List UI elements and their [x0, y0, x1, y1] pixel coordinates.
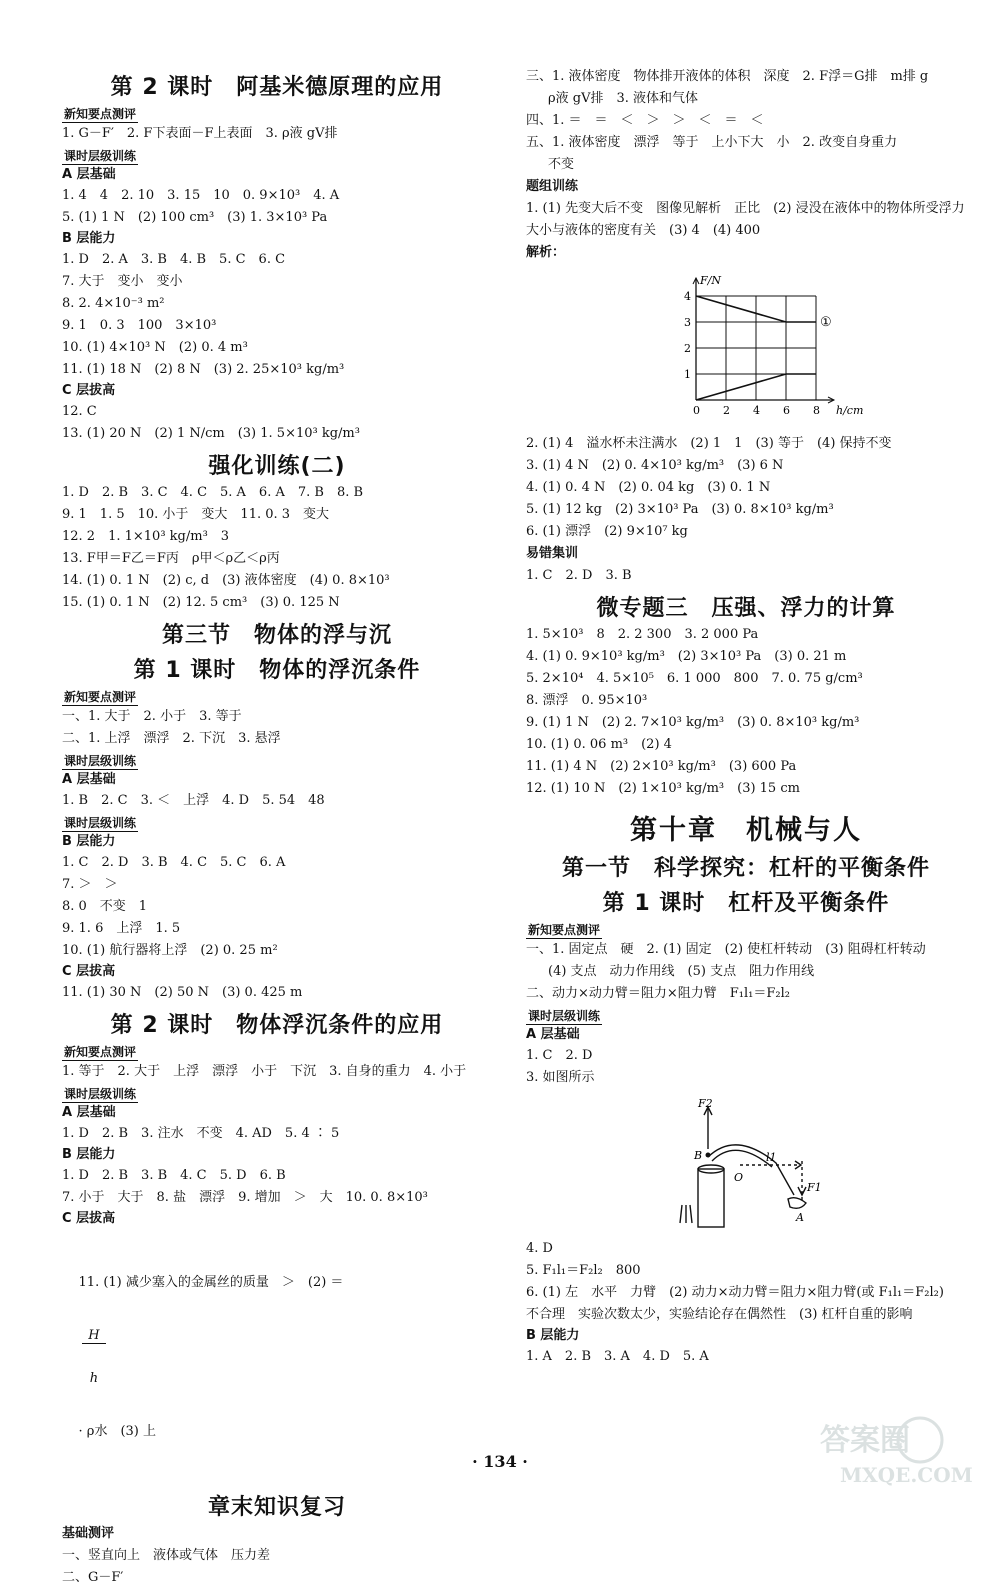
answer-line: 13. F甲＝F乙＝F丙 ρ甲＜ρ乙＜ρ丙 [62, 551, 280, 566]
answer-line: 1. G－F′ 2. F下表面－F上表面 3. ρ液 gV排 [62, 126, 338, 141]
lesson-title: 第 1 课时 杠杆及平衡条件 [602, 891, 890, 916]
diagram-label: A [796, 1211, 804, 1224]
answer-line: 二、动力×动力臂＝阻力×阻力臂 F₁l₁＝F₂l₂ [526, 986, 790, 1001]
section-title: 强化训练(二) [208, 454, 346, 479]
tag-label: 课时层级训练 [64, 149, 137, 163]
answer-line: 5. 2×10⁴ 4. 5×10⁵ 6. 1 000 800 7. 0. 75 g/cm³ [526, 671, 863, 686]
level-label: C 层拔高 [62, 383, 116, 398]
answer-line: 1. C 2. D [526, 1048, 593, 1063]
right-column [526, 66, 966, 1368]
level-label: B 层能力 [526, 1328, 580, 1343]
tag-label: 课时层级训练 [64, 816, 137, 830]
lever-diagram [676, 1095, 856, 1230]
diagram-label: l1 [766, 1151, 777, 1164]
lesson-title: 第 1 课时 物体的浮沉条件 [133, 658, 421, 683]
answer-line: 三、1. 液体密度 物体排开液体的体积 深度 2. F浮＝G排 m排 g [526, 69, 929, 84]
x-axis-label: h/cm [836, 404, 864, 417]
pivot-point [706, 1153, 711, 1158]
chapter-title: 第十章 机械与人 [630, 815, 862, 846]
y-tick-label: 1 [684, 368, 691, 381]
watermark-logo [800, 1410, 990, 1490]
answer-line-fraction [62, 1229, 492, 1486]
answer-line: 一、1. 固定点 硬 2. (1) 固定 (2) 使杠杆转动 (3) 阻碍杠杆转动 [526, 942, 926, 957]
answer-line: 1. A 2. B 3. A 4. D 5. A [526, 1349, 709, 1364]
answer-line: 6. (1) 左 水平 力臂 (2) 动力×动力臂＝阻力×阻力臂(或 F₁l₁＝F₂l₂) 不合理 实验次数太少，实验结论存在偶然性 (3) 杠杆自重的影响 [526, 1285, 957, 1322]
answer-line: 1. D 2. B 3. 注水 不变 4. AD 5. 4 ∶ 5 [62, 1126, 340, 1141]
answer-line: 2. (1) 4 溢水杯未注满水 (2) 1 1 (3) 等于 (4) 保持不变 [526, 436, 892, 451]
tag-label: 新知要点测评 [528, 923, 601, 937]
answer-line: 1. 5×10³ 8 2. 2 300 3. 2 000 Pa [526, 627, 759, 642]
tag-label: 新知要点测评 [64, 107, 137, 121]
diagram-label: F2 [698, 1097, 713, 1110]
answer-line: 二、1. 上浮 漂浮 2. 下沉 3. 悬浮 [62, 731, 281, 746]
answer-line: 12. (1) 10 N (2) 1×10³ kg/m³ (3) 15 cm [526, 781, 800, 796]
lesson-title: 第 2 课时 物体浮沉条件的应用 [110, 1013, 444, 1038]
answer-line: 5. F₁l₁＝F₂l₂ 800 [526, 1263, 641, 1278]
answer-line: ρ液 gV排 3. 液体和气体 [548, 91, 699, 106]
subheading: 题组训练 [526, 179, 579, 194]
tag-label: 课时层级训练 [64, 1087, 137, 1101]
tag-label: 课时层级训练 [64, 754, 137, 768]
fraction [82, 1301, 107, 1414]
chart-axes [693, 278, 834, 403]
level-label: B 层能力 [62, 231, 116, 246]
answer-line: 6. (1) 漂浮 (2) 9×10⁷ kg [526, 524, 688, 539]
answer-line: 7. 大于 变小 变小 [62, 274, 183, 289]
level-label: A 层基础 [62, 772, 116, 787]
y-tick-label: 3 [684, 316, 691, 329]
tag-label: 课时层级训练 [528, 1009, 601, 1023]
level-label: A 层基础 [62, 167, 116, 182]
force-depth-chart [666, 270, 864, 425]
answer-line: 1. 4 4 2. 10 3. 15 10 0. 9×10³ 4. A [62, 188, 340, 203]
y-tick-label: 4 [684, 290, 691, 303]
level-label: B 层能力 [62, 1147, 116, 1162]
series-label: ① [820, 315, 832, 330]
answer-line: 8. 漂浮 0. 95×10³ [526, 693, 648, 708]
answer-line: 8. 2. 4×10⁻³ m² [62, 296, 165, 311]
svg-text:MXQE.COM: MXQE.COM [840, 1463, 973, 1487]
answer-line: 1. 等于 2. 大于 上浮 漂浮 小于 下沉 3. 自身的重力 4. 小于 [62, 1064, 467, 1079]
diagram-label: O [734, 1171, 744, 1184]
x-tick-label: 8 [813, 404, 820, 417]
answer-line: 4. (1) 0. 9×10³ kg/m³ (2) 3×10³ Pa (3) 0. 21 m [526, 649, 847, 664]
y-tick-label: 2 [684, 342, 691, 355]
answer-line: 1. C 2. D 3. B 4. C 5. C 6. A [62, 855, 286, 870]
answer-line: 1. (1) 先变大后不变 图像见解析 正比 (2) 浸没在液体中的物体所受浮力大小与液体的密度有关 (3) 4 (4) 400 [526, 201, 965, 238]
answer-line: 二、G－F′ [62, 1570, 124, 1585]
answer-line: 1. D 2. B 3. B 4. C 5. D 6. B [62, 1168, 286, 1183]
analysis-label: 解析： [526, 245, 566, 260]
section-title: 微专题三 压强、浮力的计算 [596, 596, 896, 621]
answer-line: 7. ＞ ＞ [62, 877, 118, 892]
answer-line: 10. (1) 航行器将上浮 (2) 0. 25 m² [62, 943, 278, 958]
x-tick-label: 4 [753, 404, 760, 417]
answer-line: 11. (1) 4 N (2) 2×10³ kg/m³ (3) 600 Pa [526, 759, 797, 774]
answer-line: 五、1. 液体密度 漂浮 等于 上小下大 小 2. 改变自身重力 [526, 135, 898, 150]
answer-line: (4) 支点 动力作用线 (5) 支点 阻力作用线 [548, 964, 815, 979]
x-tick-label: 6 [783, 404, 790, 417]
svg-text:答案圈: 答案圈 [820, 1423, 910, 1458]
fraction-denominator: h [89, 1371, 99, 1386]
answer-line: 7. 小于 大于 8. 盐 漂浮 9. 增加 ＞ 大 10. 0. 8×10³ [62, 1190, 428, 1205]
fraction-numerator: H [82, 1329, 107, 1344]
tag-label: 新知要点测评 [64, 1045, 137, 1059]
subheading: 基础测评 [62, 1526, 115, 1541]
answer-line: 10. (1) 4×10³ N (2) 0. 4 m³ [62, 340, 248, 355]
left-column [62, 66, 492, 1589]
level-label: C 层拔高 [62, 964, 116, 979]
answer-line: 13. (1) 20 N (2) 1 N/cm (3) 1. 5×10³ kg/m³ [62, 426, 360, 441]
section-title: 章末知识复习 [207, 1495, 346, 1520]
answer-text: 11. (1) 减少塞入的金属丝的质量 ＞ (2) ＝ [78, 1275, 344, 1290]
answer-line: 14. (1) 0. 1 N (2) c, d (3) 液体密度 (4) 0. 8×10³ [62, 573, 390, 588]
answer-line: 12. C [62, 404, 97, 419]
answer-line: 5. (1) 1 N (2) 100 cm³ (3) 1. 3×10³ Pa [62, 210, 328, 225]
answer-line: 四、1. ＝ ＝ ＜ ＞ ＞ ＜ ＝ ＜ [526, 113, 764, 128]
level-label: B 层能力 [62, 834, 116, 849]
diagram-label: F1 [807, 1181, 822, 1194]
answer-line: 8. 0 不变 1 [62, 899, 148, 914]
chart-grid [696, 296, 816, 400]
x-tick-label: 2 [723, 404, 730, 417]
answer-line: 15. (1) 0. 1 N (2) 12. 5 cm³ (3) 0. 125 N [62, 595, 340, 610]
answer-line: 1. B 2. C 3. ＜ 上浮 4. D 5. 54 48 [62, 793, 325, 808]
answer-line: 9. 1 0. 3 100 3×10³ [62, 318, 217, 333]
page-number: · 134 · [472, 1452, 528, 1471]
answer-line: 11. (1) 18 N (2) 8 N (3) 2. 25×10³ kg/m³ [62, 362, 345, 377]
answer-line: 9. 1. 6 上浮 1. 5 [62, 921, 181, 936]
section-title: 第三节 物体的浮与沉 [161, 623, 392, 648]
answer-line: 1. C 2. D 3. B [526, 568, 632, 583]
answer-line: 一、1. 大于 2. 小于 3. 等于 [62, 709, 242, 724]
tag-label: 新知要点测评 [64, 690, 137, 704]
answer-line: 3. (1) 4 N (2) 0. 4×10³ kg/m³ (3) 6 N [526, 458, 784, 473]
answer-line: 4. D [526, 1241, 553, 1256]
level-label: A 层基础 [62, 1105, 116, 1120]
diagram-label: B [694, 1149, 703, 1162]
section-title: 第一节 科学探究：杠杆的平衡条件 [561, 856, 930, 881]
hand-icon [788, 1198, 806, 1209]
pump-body [698, 1169, 724, 1227]
answer-line: 9. (1) 1 N (2) 2. 7×10³ kg/m³ (3) 0. 8×10³ kg/m³ [526, 715, 860, 730]
water-spout [680, 1205, 692, 1223]
x-tick-label: 0 [693, 404, 700, 417]
level-label: C 层拔高 [62, 1211, 116, 1226]
answer-line: 10. (1) 0. 06 m³ (2) 4 [526, 737, 672, 752]
answer-line: 3. 如图所示 [526, 1070, 595, 1085]
answer-line: 9. 1 1. 5 10. 小于 变大 11. 0. 3 变大 [62, 507, 330, 522]
answer-line: 12. 2 1. 1×10³ kg/m³ 3 [62, 529, 230, 544]
level-label: A 层基础 [526, 1027, 580, 1042]
answer-line: 一、竖直向上 液体或气体 压力差 [62, 1548, 271, 1563]
answer-line: 4. (1) 0. 4 N (2) 0. 04 kg (3) 0. 1 N [526, 480, 771, 495]
section-title: 第 2 课时 阿基米德原理的应用 [110, 75, 444, 100]
answer-line: 11. (1) 30 N (2) 50 N (3) 0. 425 m [62, 985, 303, 1000]
answer-text: · ρ水 (3) 上 [78, 1424, 156, 1439]
subheading: 易错集训 [526, 546, 579, 561]
answer-line: 5. (1) 12 kg (2) 3×10³ Pa (3) 0. 8×10³ kg/m³ [526, 502, 834, 517]
answer-line: 1. D 2. B 3. C 4. C 5. A 6. A 7. B 8. B [62, 485, 364, 500]
answer-line: 不变 [548, 157, 575, 172]
answer-line: 1. D 2. A 3. B 4. B 5. C 6. C [62, 252, 286, 267]
lever-arm [708, 1145, 794, 1195]
y-axis-label: F/N [700, 274, 721, 287]
